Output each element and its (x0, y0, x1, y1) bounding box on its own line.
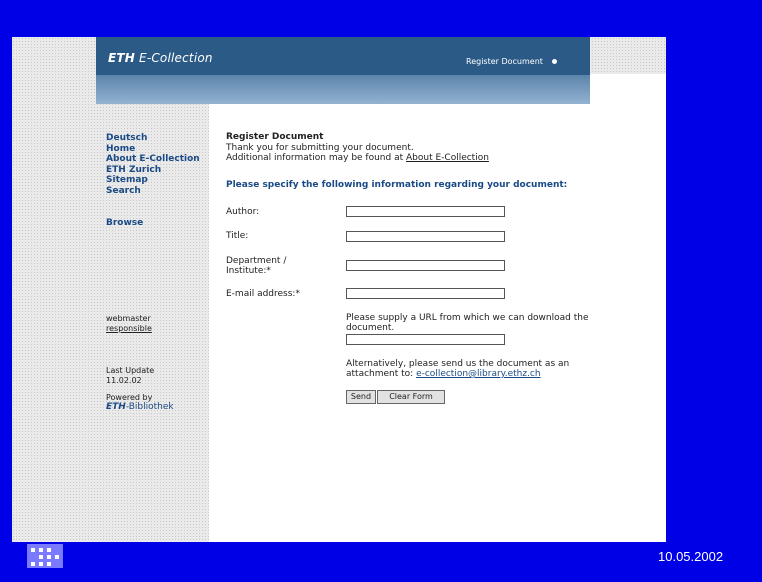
email-input[interactable] (346, 288, 505, 299)
eth-e-collection-logo[interactable] (108, 51, 213, 65)
author-input[interactable] (346, 206, 505, 217)
department-label-line2: Institute:* (226, 266, 271, 276)
title-input[interactable] (346, 231, 505, 242)
powered-by-label: Powered by (106, 393, 153, 402)
alt-note (346, 359, 606, 379)
alt-note-line1: Alternatively, please send us the document as an (346, 359, 570, 369)
responsible-link[interactable]: responsible (106, 323, 152, 333)
logo-dot (39, 548, 43, 552)
site-header (96, 37, 590, 104)
about-link[interactable]: About E-Collection (406, 153, 489, 163)
specify-heading: Please specify the following information regarding your document: (226, 180, 568, 190)
nav-eth-zurich[interactable]: ETH Zurich (106, 164, 162, 175)
header-gradient-bar (96, 75, 590, 104)
right-strip (590, 74, 666, 542)
logo-dot (55, 555, 59, 559)
department-label (226, 256, 286, 276)
left-nav (106, 133, 200, 197)
logo-eth: ETH (108, 51, 136, 65)
alt-note-prefix: attachment to: (346, 369, 417, 379)
bullet-icon (552, 59, 557, 64)
page-title: Register Document (226, 132, 324, 142)
send-button[interactable]: Send (346, 390, 376, 404)
last-update-value: 11.02.02 (106, 375, 142, 385)
url-input[interactable] (346, 334, 505, 345)
logo-dot (31, 562, 35, 566)
alt-note-line2 (346, 369, 606, 379)
clear-form-button[interactable]: Clear Form (377, 390, 445, 404)
logo-dot (39, 562, 43, 566)
nav-browse[interactable]: Browse (106, 218, 144, 228)
logo-dot (47, 555, 51, 559)
logo-dot (47, 562, 51, 566)
title-label: Title: (226, 231, 249, 241)
url-note: Please supply a URL from which we can download the document. (346, 313, 589, 333)
last-update-label: Last Update (106, 366, 155, 375)
nav-deutsch[interactable]: Deutsch (106, 133, 148, 143)
info-text (226, 153, 489, 163)
logo-dot (39, 555, 43, 559)
nav-sitemap[interactable]: Sitemap (106, 175, 148, 186)
eth-bibliothek-logo[interactable] (106, 402, 174, 412)
department-label-line1: Department / (226, 256, 287, 266)
webmaster-block (106, 314, 152, 333)
webmaster-label: webmaster (106, 314, 151, 323)
logo-e-collection: E-Collection (135, 51, 213, 65)
nav-about[interactable]: About E-Collection (106, 154, 200, 165)
bibliothek-rest: -Bibliothek (125, 402, 174, 412)
eth-footer-logo (27, 544, 63, 568)
info-prefix: Additional information may be found at (226, 153, 406, 163)
register-document-link[interactable]: Register Document (466, 57, 543, 66)
logo-dot (31, 548, 35, 552)
logo-dot (47, 548, 51, 552)
author-label: Author: (226, 207, 260, 217)
slide-date: 10.05.2002 (658, 549, 724, 564)
nav-search[interactable]: Search (106, 185, 141, 196)
email-link[interactable]: e-collection@library.ethz.ch (416, 369, 541, 379)
thanks-text: Thank you for submitting your document. (226, 143, 414, 153)
department-input[interactable] (346, 260, 505, 271)
email-label: E-mail address:* (226, 289, 300, 299)
last-update-block (106, 366, 154, 385)
bibliothek-eth: ETH (106, 402, 126, 412)
nav-home[interactable]: Home (106, 143, 136, 154)
